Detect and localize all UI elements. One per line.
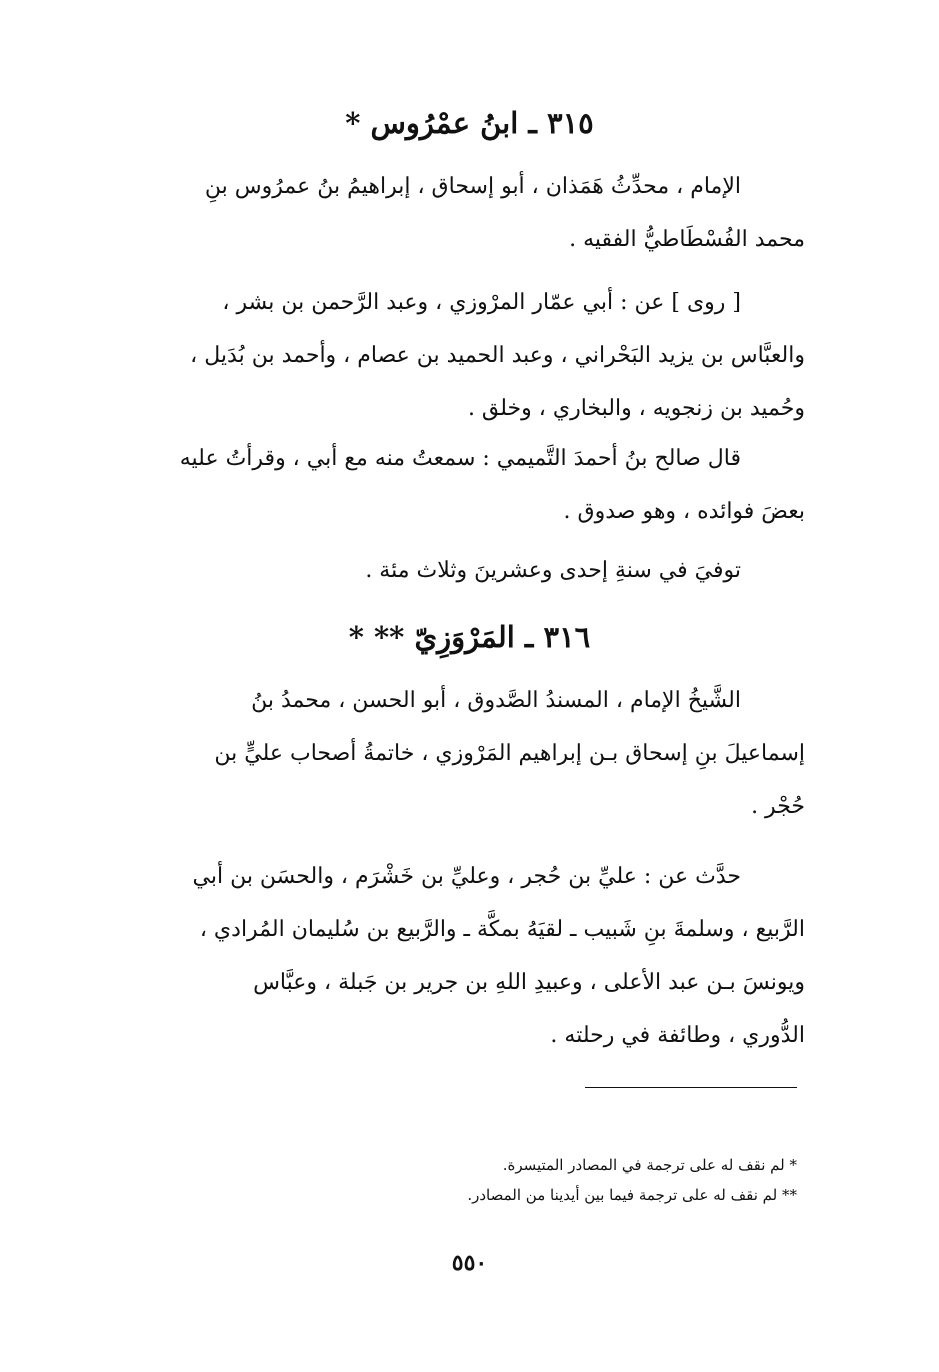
entry-316-narrated-from-paragraph <box>135 850 805 1062</box>
text-line: الدُّوري ، وطائفة في رحلته . <box>550 1023 805 1048</box>
page-number: ٥٥٠ <box>451 1250 488 1276</box>
footnote-2: ** لم نقف له على ترجمة فيما بين أيدينا من المصادر. <box>467 1186 797 1204</box>
footnotes <box>380 1150 797 1210</box>
text-line: حدَّث عن : عليِّ بن حُجر ، وعليِّ بن خَشْرَم ، والحسَن بن أبي <box>192 864 741 889</box>
entry-315-quote-paragraph <box>135 432 805 538</box>
entry-315-death-paragraph <box>135 544 805 597</box>
text-line: حُجْر . <box>751 794 805 819</box>
text-line: إسماعيلَ بنِ إسحاق بـن إبراهيم المَرْوزي ، خاتمةُ أصحاب عليٍّ بن <box>214 741 805 766</box>
text-line: [ روى ] عن : أبي عمّار المرْوزي ، وعبد الرَّحمن بن بشر ، <box>222 290 741 315</box>
footnote-divider <box>585 1087 797 1088</box>
entry-316-title: ٣١٦ ـ المَرْوَزِيّ ** * <box>348 620 591 654</box>
text-line: توفيَ في سنةِ إحدى وعشرينَ وثلاث مئة . <box>365 558 741 583</box>
text-line: والعبَّاس بن يزيد البَحْراني ، وعبد الحميد بن عصام ، وأحمد بن بُدَيل ، <box>190 343 805 368</box>
text-line: الرَّبيع ، وسلمةَ بنِ شَبيب ـ لقيَهُ بمكَّة ـ والرَّبيع بن سُليمان المُرادي ، <box>199 917 805 942</box>
footnote-1: * لم نقف له على ترجمة في المصادر المتيسرة. <box>502 1156 797 1174</box>
text-line: الشَّيخُ الإمام ، المسندُ الصَّدوق ، أبو الحسن ، محمدُ بنُ <box>251 688 741 713</box>
text-line: بعضَ فوائده ، وهو صدوق . <box>563 499 805 524</box>
text-line: ويونسَ بـن عبد الأعلى ، وعبيدِ اللهِ بن جرير بن جَبلة ، وعبَّاس <box>253 970 805 995</box>
entry-315-narrated-from-paragraph <box>135 276 805 435</box>
text-line: الإمام ، محدِّثُ هَمَذان ، أبو إسحاق ، إبراهيمُ بنُ عمرُوس بنِ <box>204 174 741 199</box>
entry-315-bio-paragraph <box>135 160 805 266</box>
text-line: وحُميد بن زنجويه ، والبخاري ، وخلق . <box>467 396 805 421</box>
text-line: محمد الفُسْطَاطيُّ الفقيه . <box>569 227 805 252</box>
text-line: قال صالح بنُ أحمدَ التَّميمي : سمعتُ منه مع أبي ، وقرأتُ عليه <box>179 446 741 471</box>
entry-315-title: ٣١٥ ـ ابنُ عمْرُوس * <box>345 106 594 140</box>
entry-316-bio-paragraph <box>135 674 805 833</box>
